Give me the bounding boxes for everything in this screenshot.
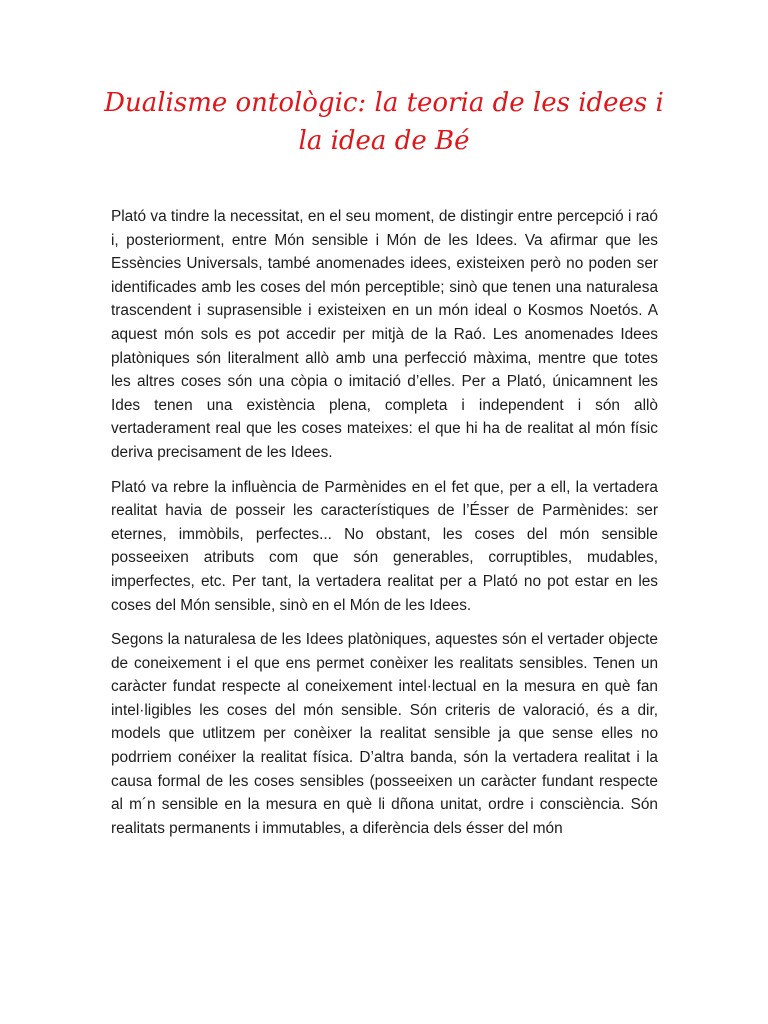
document-title: Dualisme ontològic: la teoria de les idees i la idea de Bé xyxy=(104,88,664,156)
document-body xyxy=(111,205,658,851)
paragraph-2: Plató va rebre la influència de Parmènides en el fet que, per a ell, la vertadera realitat havia de posseir les característiques de l’Ésser de Parmènides: ser eternes, immòbils, perfectes... No obstant, les coses del món sensible posseeixen atributs com que són generables, corruptibles, mudables, imperfectes, etc. Per tant, la vertadera realitat per a Plató no pot estar en les coses del Món sensible, sinò en el Món de les Idees. xyxy=(111,478,658,614)
paragraph-3: Segons la naturalesa de les Idees platòniques, aquestes són el vertader objecte de coneixement i el que ens permet conèixer les realitats sensibles. Tenen un caràcter fundat respecte al coneixement intel·lectual en la mesura en què fan intel·ligibles les coses del món sensible. Són criteris de valoració, és a dir, models que utlitzem per conèixer la realitat sensible ja que sense elles no podrriem conéixer la realitat física. D’altra banda, són la vertadera realitat i la causa formal de les coses sensibles (posseeixen un caràcter fundant respecte al m´n sensible en la mesura en què li dñona unitat, ordre i consciència. Són realitats permanents i immutables, a diferència dels ésser del món xyxy=(111,631,658,837)
paragraph-1: Plató va tindre la necessitat, en el seu moment, de distingir entre percepció i raó i, posteriorment, entre Món sensible i Món de les Idees. Va afirmar que les Essències Universals, també anomenades idees, existeixen però no poden ser identificades amb les coses del món perceptible; sinò que tenen una naturalesa trascendent i suprasensible i existeixen en un món ideal o Kosmos Noetós. A aquest món sols es pot accedir per mitjà de la Raó. Les anomenades Idees platòniques són literalment allò amb una perfecció màxima, mentre que totes les altres coses són una còpia o imitació d’elles. Per a Plató, únicamnent les Ides tenen una existència plena, completa i independent i són allò vertaderament real que les coses mateixes: el que hi ha de realitat al món físic deriva precisament de les Idees. xyxy=(111,208,658,461)
